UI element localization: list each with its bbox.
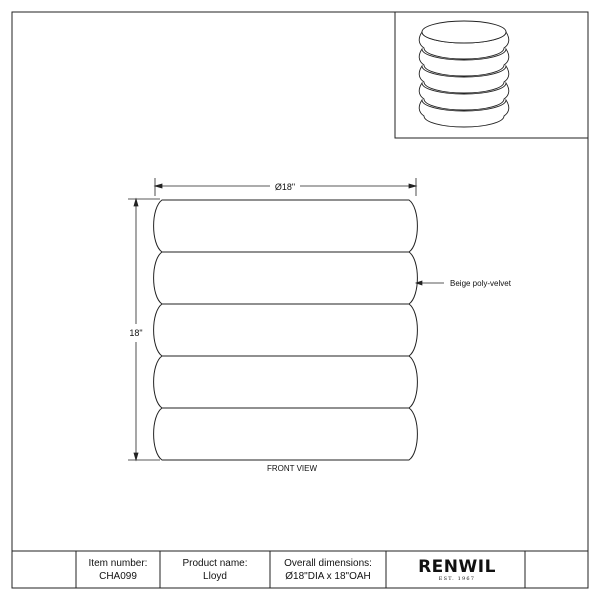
front-cushion-4	[154, 356, 418, 408]
front-view-ottoman	[154, 200, 418, 460]
item-number-cell	[76, 551, 160, 589]
logo-wordmark: RENWIL	[418, 556, 496, 577]
product-name-label: Product name:	[182, 558, 248, 569]
front-view-label: FRONT VIEW	[266, 464, 318, 473]
item-number-label: Item number:	[88, 558, 148, 569]
front-cushion-1	[154, 200, 418, 252]
overall-dimensions-cell	[270, 551, 386, 589]
front-cushion-3	[154, 304, 418, 356]
material-leader	[416, 281, 444, 285]
front-cushion-2	[154, 252, 418, 304]
isometric-ottoman-illustration	[419, 21, 509, 127]
logo-established: EST. 1967	[438, 575, 476, 582]
renwil-logo	[402, 551, 512, 589]
iso-top-surface	[422, 21, 506, 43]
product-name-cell	[160, 551, 270, 589]
front-cushion-5	[154, 408, 418, 460]
width-dimension-label: Ø18"	[274, 182, 296, 192]
material-callout: Beige poly-velvet	[450, 279, 511, 288]
item-number-value: CHA099	[99, 571, 137, 582]
overall-dimensions-label: Overall dimensions:	[284, 558, 372, 569]
product-name-value: Lloyd	[203, 571, 227, 582]
overall-dimensions-value: Ø18"DIA x 18"OAH	[285, 571, 371, 582]
height-dimension-label: 18"	[129, 328, 143, 338]
